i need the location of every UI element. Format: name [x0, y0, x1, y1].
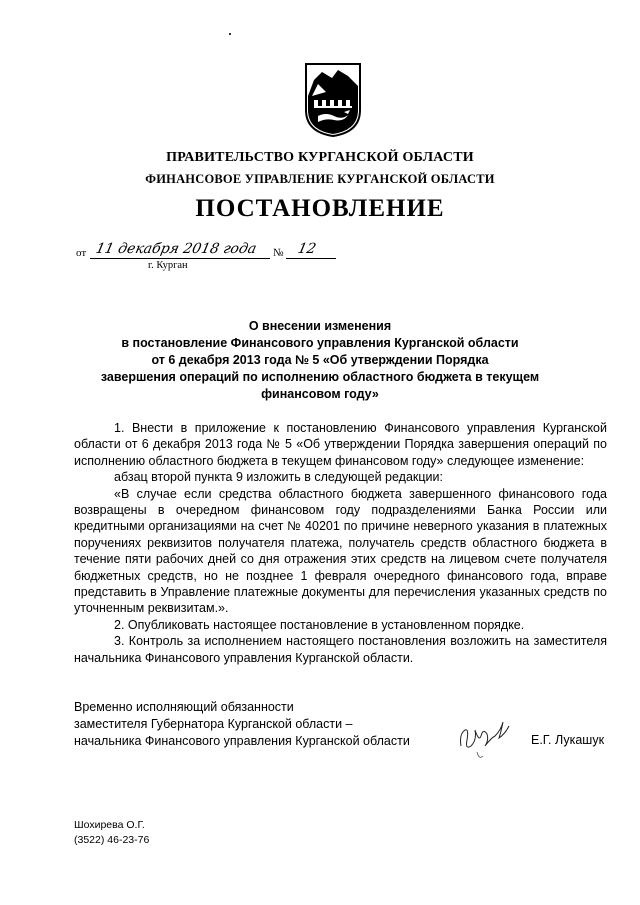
handwritten-number: 12: [296, 241, 318, 257]
subject-line: О внесении изменения: [248, 319, 392, 333]
executor-phone: (3522) 46-23-76: [74, 834, 150, 846]
document-type-title: ПОСТАНОВЛЕНИЕ: [195, 195, 445, 222]
subject-line: финансовом году»: [261, 387, 379, 401]
paragraph-4: 3. Контроль за исполнением настоящего постановления возложить на заместителя начальника Финансового управления Курганской области.: [74, 634, 607, 665]
signatory-line: начальника Финансового управления Курганской области: [74, 734, 410, 748]
signatory-name: Е.Г. Лукашук: [531, 733, 605, 747]
document-subject: [60, 318, 580, 403]
subject-line: завершения операций по исполнению областного бюджета в текущем: [100, 370, 540, 384]
subject-line: от 6 декабря 2013 года № 5 «Об утверждении Порядка: [151, 353, 489, 367]
paragraph-2: абзац второй пункта 9 изложить в следующей редакции:: [114, 470, 443, 485]
signatory-position: [74, 699, 434, 750]
department-title: ФИНАНСОВОЕ УПРАВЛЕНИЕ КУРГАНСКОЙ ОБЛАСТИ: [145, 172, 495, 186]
date-number-line: [76, 243, 346, 265]
city-label: г. Курган: [148, 260, 188, 271]
signatory-line: Временно исполняющий обязанности: [74, 700, 294, 714]
signatory-line: заместителя Губернатора Курганской области –: [74, 717, 353, 731]
executor-block: [74, 818, 149, 848]
handwritten-date: 11 декабря 2018 года: [94, 241, 258, 257]
paragraph-3: 2. Опубликовать настоящее постановление в установленном порядке.: [114, 617, 525, 632]
executor-name: Шохирева О.Г.: [74, 819, 145, 831]
coat-of-arms-emblem: [304, 62, 362, 138]
document-body: [74, 420, 607, 666]
number-underline: [286, 258, 336, 259]
handwritten-signature: [455, 716, 515, 766]
paragraph-quote: «В случае если средства областного бюджета завершенного финансового года возвращены в очередном финансовом году подразделениями Банка России или кредитными организациями на счет № 40201 по причине неверного указания в платежных поручениях реквизитов получателя платежа, получатель средств областного бюджета в течение пяти рабочих дней со дня отражения этих средств на лицевом счете получателя бюджетных средств, но не позднее 1 февраля очередного финансового года, вправе представить в Управление платежные документы для перечисления указанных средств по уточненным реквизитам.».: [74, 486, 607, 616]
number-label: №: [273, 247, 284, 259]
government-title: ПРАВИТЕЛЬСТВО КУРГАНСКОЙ ОБЛАСТИ: [166, 150, 474, 165]
date-prefix: от: [76, 247, 87, 259]
scan-dot: [229, 33, 231, 35]
paragraph-1: 1. Внести в приложение к постановлению Финансового управления Курганской области от 6 декабря 2013 года № 5 «Об утверждении Порядка завершения операций по исполнению областного бюджета в текущем финансовом году» следующее изменение:: [74, 421, 607, 468]
date-underline: [90, 258, 270, 259]
subject-line: в постановление Финансового управления Курганской области: [121, 336, 519, 350]
